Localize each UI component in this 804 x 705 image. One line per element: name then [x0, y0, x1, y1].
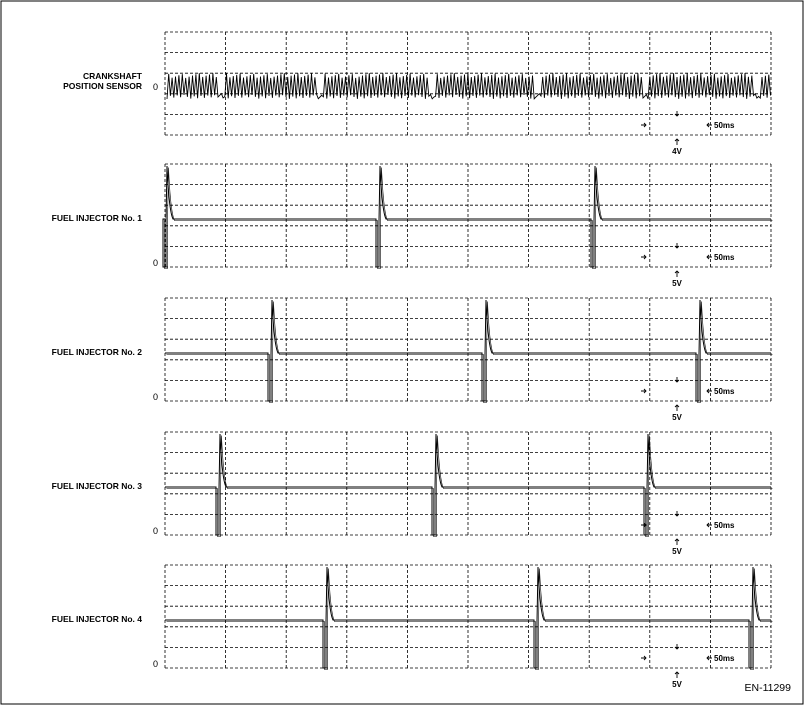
- volt-scale-label: 4V: [672, 147, 682, 156]
- injector-pulse-trace-shadow: [167, 302, 773, 403]
- volt-arrow-top: [675, 243, 679, 248]
- zero-label: 0: [152, 526, 158, 536]
- time-scale-label: 50ms: [714, 387, 735, 396]
- time-scale-label: 50ms: [714, 521, 735, 530]
- time-arrow-left: [641, 123, 646, 127]
- volt-arrow-top: [675, 111, 679, 116]
- time-arrow-right: [707, 656, 712, 660]
- figure-id: EN-11299: [744, 682, 791, 694]
- volt-arrow-top: [675, 511, 679, 516]
- crank-signal-trace: [167, 73, 771, 99]
- time-arrow-left: [641, 389, 646, 393]
- panel-label: FUEL INJECTOR No. 4: [51, 614, 142, 624]
- zero-label: 0: [152, 392, 158, 402]
- volt-arrow-bottom: [675, 271, 679, 277]
- injector-pulse-trace-shadow: [167, 436, 773, 537]
- panel-label: FUEL INJECTOR No. 3: [51, 481, 142, 491]
- panel-label: CRANKSHAFT: [82, 71, 142, 81]
- volt-scale-label: 5V: [672, 680, 682, 689]
- panel-crankshaft: [63, 32, 771, 156]
- zero-label: 0: [152, 258, 158, 268]
- time-arrow-right: [707, 123, 712, 127]
- panel-injector4: [52, 565, 773, 689]
- panel-injector1: [52, 164, 773, 288]
- time-arrow-right: [707, 389, 712, 393]
- injector-pulse-trace-shadow: [167, 569, 773, 670]
- zero-label: 0: [152, 659, 158, 669]
- time-arrow-left: [641, 255, 646, 259]
- volt-arrow-bottom: [675, 539, 679, 545]
- time-scale-label: 50ms: [714, 654, 735, 663]
- panel-injector3: [52, 432, 773, 556]
- panel-label: FUEL INJECTOR No. 2: [51, 347, 142, 357]
- panel-label: FUEL INJECTOR No. 1: [51, 213, 142, 223]
- volt-arrow-bottom: [675, 405, 679, 411]
- volt-scale-label: 5V: [672, 413, 682, 422]
- volt-scale-label: 5V: [672, 547, 682, 556]
- time-arrow-right: [707, 523, 712, 527]
- panel-label: POSITION SENSOR: [63, 81, 142, 91]
- injector-pulse-trace-shadow: [165, 168, 773, 269]
- scope-panels: [52, 32, 773, 689]
- time-scale-label: 50ms: [714, 253, 735, 262]
- volt-arrow-top: [675, 377, 679, 382]
- time-arrow-left: [641, 656, 646, 660]
- volt-arrow-bottom: [675, 139, 679, 145]
- injector-pulse-trace: [163, 166, 771, 267]
- time-scale-label: 50ms: [714, 121, 735, 130]
- zero-label: 0: [152, 82, 158, 92]
- time-arrow-right: [707, 255, 712, 259]
- volt-arrow-top: [675, 644, 679, 649]
- volt-arrow-bottom: [675, 672, 679, 678]
- volt-scale-label: 5V: [672, 279, 682, 288]
- panel-injector2: [52, 298, 773, 422]
